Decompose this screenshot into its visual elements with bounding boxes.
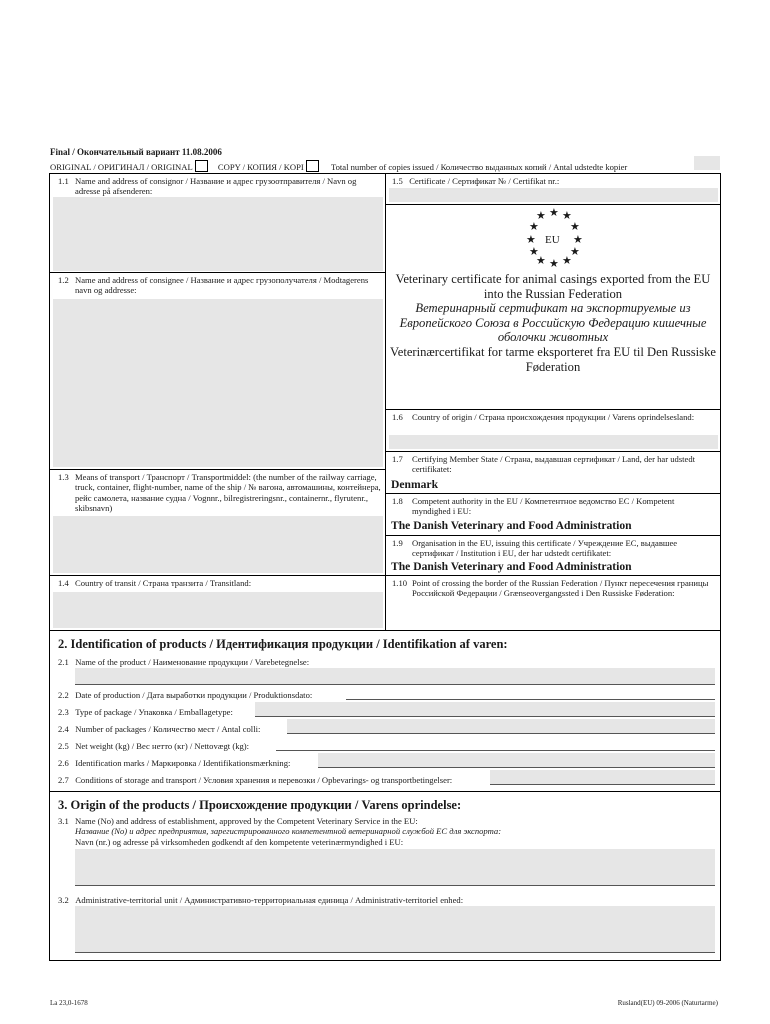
frame-right xyxy=(720,173,721,961)
consignee-field[interactable] xyxy=(53,299,383,467)
box-1-10: 1.10 Point of crossing the border of the Russian Federation / Пункт пересечения границы Российской Федерации / Grænseovergangssted i Den Russiske Føderation: xyxy=(392,578,712,599)
box-1-5: 1.5 Certificate / Сертификат № / Certifikat nr.: xyxy=(392,176,560,186)
consignor-field[interactable] xyxy=(53,197,383,271)
package-type-label: Type of package / Упаковка / Emballagetype: xyxy=(75,707,233,717)
box-1-4: 1.4 Country of transit / Страна транзита / Transitland: xyxy=(58,578,252,588)
item-3-2: 3.2 Administrative-territorial unit / Административно-территориальная единица / Administrativ-territoriel enhed: xyxy=(58,895,464,905)
box-1-6: 1.6 Country of origin / Страна происхождения продукции / Varens oprindelsesland: xyxy=(392,412,695,422)
section-2-heading: 2. Identification of products / Идентификация продукции / Identifikation af varen: xyxy=(58,637,508,651)
product-name-label: Name of the product / Наименование продукции / Varebetegnelse: xyxy=(75,657,310,667)
establishment-label-da: Navn (nr.) og adresse på virksomheden godkendt af den kompetente veterinærmyndighed i EU: xyxy=(75,836,404,847)
consignee-label: Name and address of consignee / Название и адрес грузополучателя / Modtagerens navn og addresse: xyxy=(75,275,369,296)
footer-form-code: La 23,0-1678 xyxy=(50,999,88,1007)
territorial-unit-label: Administrative-territorial unit / Административно-территориальная единица / Administrativ-territoriel enhed: xyxy=(75,895,464,905)
certificate-title-en: Veterinary certificate for animal casings exported from the EU into the Russian Federation xyxy=(395,272,711,301)
footer-form-version: Rusland(EU) 09-2006 (Naturtarme) xyxy=(617,999,718,1007)
eu-emblem-icon: ★ ★ ★ ★ ★ ★ ★ ★ ★ ★ ★ ★ EU xyxy=(526,207,583,270)
item-2-6: 2.6 Identification marks / Маркировка / Identifikationsmærkning: xyxy=(58,758,291,768)
column-divider xyxy=(385,173,386,630)
product-name-field[interactable] xyxy=(75,668,715,684)
net-weight-field[interactable] xyxy=(276,750,715,751)
certificate-title xyxy=(390,272,716,374)
transport-label: Means of transport / Транспорт / Transportmiddel: (the number of the railway carriage, truck, container, flight-number, name of the ship / № вагона, автомашины, контейнера, рейс самолета, название судна / Vognnr., bilregistreringsnr., containernr., flyrutenr., skibsnavn) xyxy=(75,472,381,514)
establishment-field[interactable] xyxy=(75,849,715,885)
box-1-2: 1.2 Name and address of consignee / Название и адрес грузополучателя / Modtagerens navn og addresse: xyxy=(58,275,378,296)
certificate-title-da: Veterinærcertifikat for tarme eksporteret fra EU til Den Russiske Føderation xyxy=(390,344,716,374)
territorial-unit-field[interactable] xyxy=(75,906,715,952)
package-type-field[interactable] xyxy=(255,702,715,716)
frame-bottom xyxy=(49,960,721,961)
member-state-label: Certifying Member State / Страна, выдавшая сертификат / Land, der har udstedt certifikatet: xyxy=(412,454,696,475)
copy-label: COPY / КОПИЯ / KOPI xyxy=(217,162,304,172)
transit-field[interactable] xyxy=(53,592,383,628)
identification-marks-label: Identification marks / Маркировка / Identifikationsmærkning: xyxy=(75,758,291,768)
item-2-7: 2.7 Conditions of storage and transport / Условия хранения и перевозки / Opbevarings- og transportbetingelser: xyxy=(58,775,453,785)
frame-left xyxy=(49,173,50,961)
box-1-9: 1.9 Organisation in the EU, issuing this certificate / Учреждение ЕС, выдавшее сертификат / Institution i EU, der har udstedt certifikatet: xyxy=(392,538,712,559)
issuing-organisation-label: Organisation in the EU, issuing this certificate / Учреждение ЕС, выдавшее сертификат / Institution i EU, der har udstedt certifikatet: xyxy=(412,538,678,559)
section-3-heading: 3. Origin of the products / Происхождение продукции / Varens oprindelse: xyxy=(58,798,462,812)
package-count-label: Number of packages / Количество мест / Antal colli: xyxy=(75,724,261,734)
identification-marks-field[interactable] xyxy=(318,753,715,767)
item-2-1: 2.1 Name of the product / Наименование продукции / Varebetegnelse: xyxy=(58,657,310,667)
copy-checkbox[interactable] xyxy=(306,160,319,172)
consignor-label: Name and address of consignor / Название и адрес грузоотправителя / Navn og adresse på afsenderen: xyxy=(75,176,357,197)
competent-authority-value: The Danish Veterinary and Food Administration xyxy=(391,519,632,532)
issuing-organisation-value: The Danish Veterinary and Food Administration xyxy=(391,560,632,573)
production-date-field[interactable] xyxy=(346,699,715,700)
box-1-3: 1.3 Means of transport / Транспорт / Transportmiddel: (the number of the railway carriage, truck, container, flight-number, name of the ship / № вагона, автомашины, контейнера, рейс самолета, название судна / Vognnr., bilregistreringsnr., containernr., flyrutenr., skibsnavn) xyxy=(58,472,383,514)
final-version-label: Final / Окончательный вариант 11.08.2006 xyxy=(50,147,222,157)
storage-conditions-label: Conditions of storage and transport / Условия хранения и перевозки / Opbevarings- og transportbetingelser: xyxy=(75,775,453,785)
certificate-title-ru: Ветеринарный сертификат на экспортируемые из Европейского Союза в Российскую Федерацию кишечные оболочки животных xyxy=(399,301,707,345)
certificate-number-field[interactable] xyxy=(389,188,718,202)
net-weight-label: Net weight (kg) / Вес нетто (кг) / Nettovægt (kg): xyxy=(75,741,250,751)
item-2-5: 2.5 Net weight (kg) / Вес нетто (кг) / Nettovægt (kg): xyxy=(58,741,250,751)
item-2-3: 2.3 Type of package / Упаковка / Emballagetype: xyxy=(58,707,233,717)
copies-label: Total number of copies issued / Количество выданных копий / Antal udstedte kopier xyxy=(330,162,628,172)
box-1-8: 1.8 Competent authority in the EU / Компетентное ведомство ЕС / Kompetent myndighed i EU: xyxy=(392,496,712,517)
package-count-field[interactable] xyxy=(287,719,715,733)
origin-country-label: Country of origin / Страна происхождения продукции / Varens oprindelsesland: xyxy=(412,412,695,422)
border-crossing-label: Point of crossing the border of the Russian Federation / Пункт пересечения границы Российской Федерации / Grænseovergangssted i Den Russiske Føderation: xyxy=(412,578,709,599)
establishment-label-ru: Название (No) и адрес предприятия, зарегистрированного компетентной ветеринарной службой ЕС для экспорта: xyxy=(75,826,502,837)
copy-type-row xyxy=(50,160,627,172)
original-checkbox[interactable] xyxy=(195,160,208,172)
storage-conditions-field[interactable] xyxy=(490,770,715,784)
member-state-value: Denmark xyxy=(391,478,439,491)
item-2-2: 2.2 Date of production / Дата выработки продукции / Produktionsdato: xyxy=(58,690,313,700)
transit-label: Country of transit / Страна транзита / Transitland: xyxy=(75,578,252,588)
box-1-7: 1.7 Certifying Member State / Страна, выдавшая сертификат / Land, der har udstedt certifikatet: xyxy=(392,454,712,475)
establishment-label-en: Name (No) and address of establishment, approved by the Competent Veterinary Service in the EU: xyxy=(75,816,418,826)
origin-country-field[interactable] xyxy=(389,435,718,449)
original-label: ORIGINAL / ОРИГИНАЛ / ORIGINAL xyxy=(50,162,193,172)
transport-field[interactable] xyxy=(53,516,383,573)
competent-authority-label: Competent authority in the EU / Компетентное ведомство ЕС / Kompetent myndighed i EU: xyxy=(412,496,675,517)
certificate-number-label: Certificate / Сертификат № / Certifikat nr.: xyxy=(409,176,560,186)
production-date-label: Date of production / Дата выработки продукции / Produktionsdato: xyxy=(75,690,313,700)
copies-count-field[interactable] xyxy=(694,156,720,170)
item-3-1: 3.1 Name (No) and address of establishment, approved by the Competent Veterinary Service in the EU: Название (No) и адрес предприятия, зарегистрированного компетентной ветеринарной службой ЕС для экспорта: Navn (nr.) og adresse på virksomheden godkendt af den kompetente veterinærmyndighed i EU: xyxy=(58,816,502,847)
box-1-1: 1.1 Name and address of consignor / Название и адрес грузоотправителя / Navn og adresse på afsenderen: xyxy=(58,176,378,197)
item-2-4: 2.4 Number of packages / Количество мест / Antal colli: xyxy=(58,724,261,734)
